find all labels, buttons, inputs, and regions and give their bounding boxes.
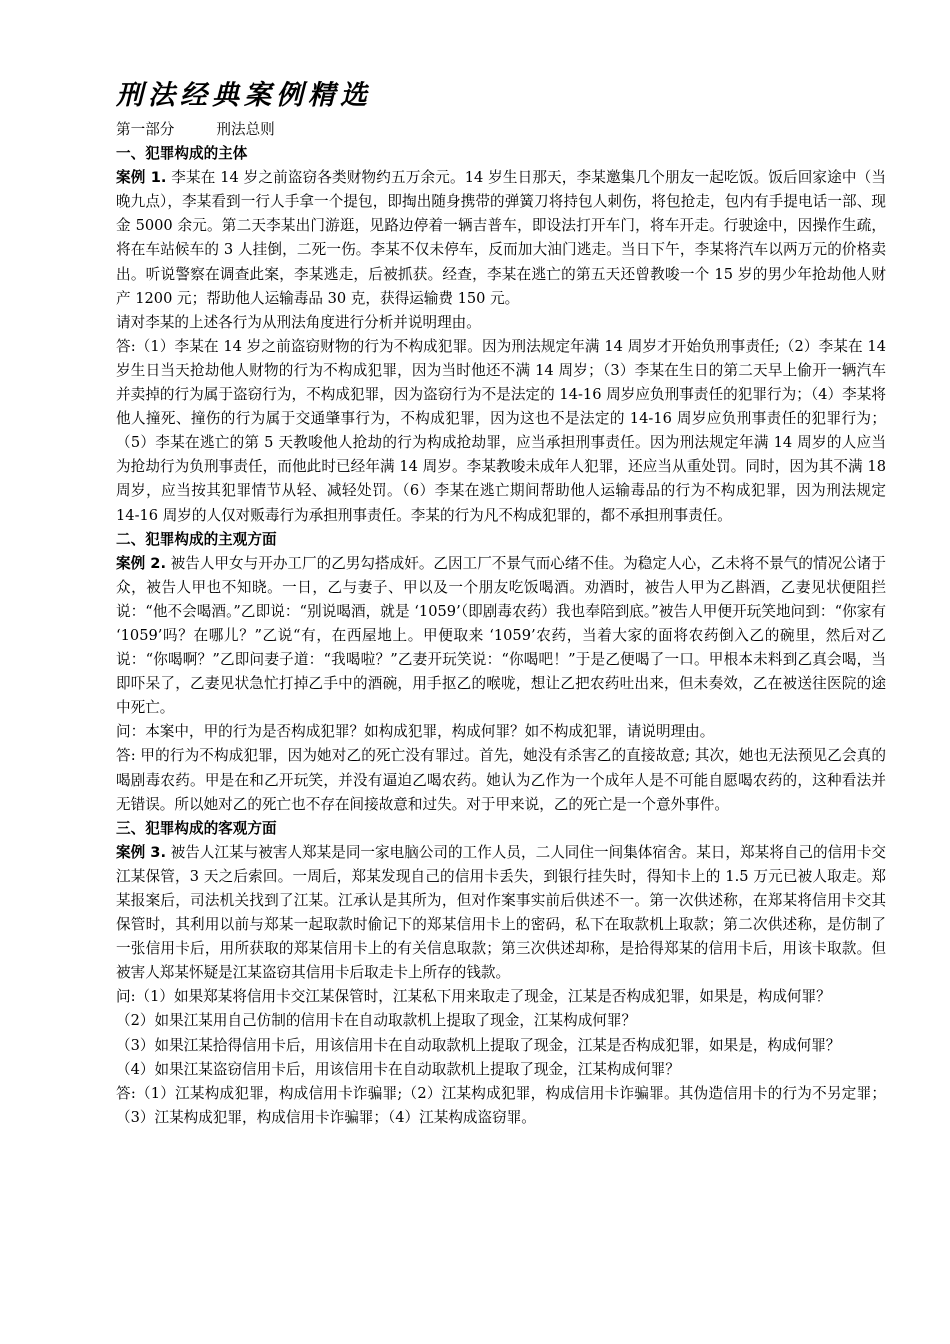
section-heading: 二、犯罪构成的主观方面 <box>116 530 277 548</box>
answer-paragraph: 答:（1）李某在 14 岁之前盗窃财物的行为不构成犯罪。因为刑法规定年满 14 周岁才开始负刑事责任;（2）李某在 14 岁生日当天抢劫他人财物的行为不构成犯罪，因为当时他还不满 14 周岁；（3）李某在生日的第二天早上偷开一辆汽车并卖掉的行为属于盗窃行为，不构成犯罪，因为盗窃行为不是法定的 14-16 周岁应负刑事责任的犯罪行为；（4）李某将他人撞死、撞伤的行为属于交通肇事行为，不构成犯罪，因为这也不是法定的 14-16 周岁应负刑事责任的犯罪行为；（5）李某在逃亡的第 5 天教唆他人抢劫的行为构成抢劫罪，应当承担刑事责任。因为刑法规定年满 14 周岁的人应当为抢劫行为负刑事责任，而他此时已经年满 14 周岁。李某教唆未成年人犯罪，还应当从重处罚。同时，因为其不满 18 周岁，应当按其犯罪情节从轻、减轻处罚。（6）李某在逃亡期间帮助他人运输毒品的行为不构成犯罪，因为刑法规定 14-16 周岁的人仅对贩毒行为承担刑事责任。李某的行为凡不构成犯罪的，都不承担刑事责任。 <box>116 337 886 524</box>
case-label: 案例 1. <box>116 169 167 187</box>
case-paragraph <box>116 552 886 721</box>
section-heading: 一、犯罪构成的主体 <box>116 145 248 163</box>
case-text: 被告人江某与被害人郑某是同一家电脑公司的工作人员，二人同住一间集体宿舍。某日，郑某将自己的信用卡交江某保管，3 天之后索回。一周后，郑某发现自己的信用卡丢失，到银行挂失时，得知卡上的 1.5 万元已被人取走。郑某报案后，司法机关找到了江某。江承认是其所为，但对作案事实前后供述不一。第一次供述称，在郑某将信用卡交其保管时，其利用以前与郑某一起取款时偷记下的郑某信用卡上的密码，私下在取款机上取款；第二次供述称，是仿制了一张信用卡后，用所获取的郑某信用卡上的有关信息取款；第三次供述却称，是拾得郑某的信用卡后，用该卡取款。但被害人郑某怀疑是江某盗窃其信用卡后取走卡上所存的钱款。 <box>116 843 886 982</box>
case-text: 李某在 14 岁之前盗窃各类财物约五万余元。14 岁生日那天，李某邀集几个朋友一起吃饭。饭后回家途中（当晚九点），李某看到一行人手拿一个提包，即掏出随身携带的弹簧刀将持包人刺伤，将包抢走，包内有手提电话一部、现金 5000 余元。第二天李某出门游逛，见路边停着一辆吉普车，即设法打开车门，将车开走。行驶途中，因操作生疏，将在车站候车的 3 人挂倒，二死一伤。李某不仅未停车，反而加大油门逃走。当日下午，李某将汽车以两万元的价格卖出。听说警察在调查此案，李某逃走，后被抓获。经查，李某在逃亡的第五天还曾教唆一个 15 岁的男少年抢劫他人财产 1200 元；帮助他人运输毒品 30 克，获得运输费 150 元。 <box>116 169 887 307</box>
case-paragraph <box>116 841 886 986</box>
question-paragraph: 请对李某的上述各行为从刑法角度进行分析并说明理由。 <box>116 313 481 331</box>
part-title: 刑法总则 <box>216 121 275 138</box>
part-label: 第一部分 <box>116 121 175 138</box>
case-text: 被告人甲女与开办工厂的乙男勾搭成奸。乙因工厂不景气而心绪不佳。为稳定人心，乙未将不景气的情况公诸于众，被告人甲也不知晓。一日，乙与妻子、甲以及一个朋友吃饭喝酒。劝酒时，被告人甲为乙斟酒，乙妻见状便阻拦说：“他不会喝酒。”乙即说：“别说喝酒，就是 ‘1059’（即剧毒农药）我也奉陪到底。”被告人甲便开玩笑地问到：“你家有 ‘1059’吗？在哪儿？”乙说“有，在西屋地上。甲便取来 ‘1059’农药，当着大家的面将农药倒入乙的碗里，然后对乙说：“你喝啊？”乙即问妻子道：“我喝啦？”乙妻开玩笑说：“你喝吧！”于是乙便喝了一口。甲根本未料到乙真会喝，当即吓呆了，乙妻见状急忙打掉乙手中的酒碗，用手抠乙的喉咙，想让乙把农药吐出来，但未奏效，乙在被送往医院的途中死亡。 <box>116 554 886 717</box>
answer-paragraph: 答:（1）江某构成犯罪，构成信用卡诈骗罪;（2）江某构成犯罪，构成信用卡诈骗罪。其伪造信用卡的行为不另定罪；（3）江某构成犯罪，构成信用卡诈骗罪；（4）江某构成盗窃罪。 <box>116 1084 886 1126</box>
section-heading: 三、犯罪构成的客观方面 <box>116 819 277 837</box>
question-paragraph: 问:（1）如果郑某将信用卡交江某保管时，江某私下用来取走了现金，江某是否构成犯罪，如果是，构成何罪？ <box>116 988 831 1006</box>
answer-paragraph: 答: 甲的行为不构成犯罪，因为她对乙的死亡没有罪过。首先，她没有杀害乙的直接故意; 其次，她也无法预见乙会真的喝剧毒农药。甲是在和乙开玩笑，并没有逼迫乙喝农药。她认为乙作为一个成年人是不可能自愿喝农药的，这种看法并无错误。所以她对乙的死亡也不存在间接故意和过失。对于甲来说，乙的死亡是一个意外事件。 <box>116 747 886 813</box>
question-paragraph: （3）如果江某拾得信用卡后，用该信用卡在自动取款机上提取了现金，江某是否构成犯罪，如果是，构成何罪？ <box>116 1036 841 1054</box>
question-paragraph: 问：本案中，甲的行为是否构成犯罪？如构成犯罪，构成何罪？如不构成犯罪，请说明理由。 <box>116 723 715 741</box>
case-label: 案例 3. <box>116 843 166 861</box>
case-paragraph <box>116 166 886 311</box>
document-title: 刑法经典案例精选 <box>116 80 372 111</box>
question-paragraph: （4）如果江某盗窃信用卡后，用该信用卡在自动取款机上提取了现金，江某构成何罪？ <box>116 1060 680 1078</box>
question-paragraph: （2）如果江某用自己仿制的信用卡在自动取款机上提取了现金，江某构成何罪？ <box>116 1012 637 1030</box>
part-heading <box>116 118 886 142</box>
case-label: 案例 2. <box>116 554 166 572</box>
